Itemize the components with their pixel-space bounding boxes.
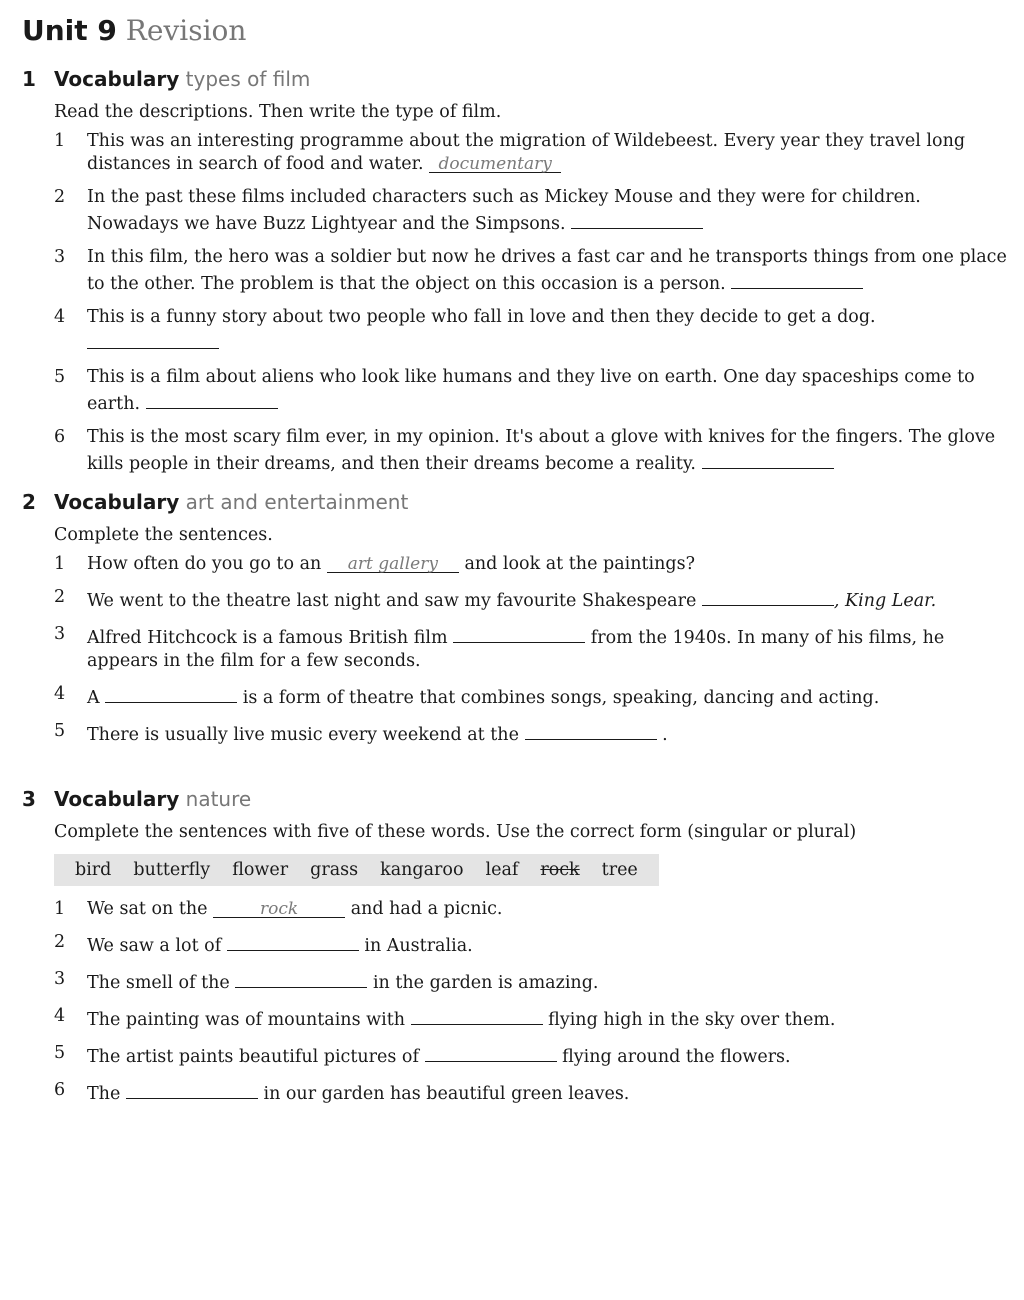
section-heading: [22, 64, 1012, 94]
answer-blank[interactable]: [235, 968, 367, 988]
question-number: 1: [54, 554, 66, 574]
question-item: [54, 1079, 1012, 1106]
question-item: [54, 683, 1012, 710]
question-item: [54, 968, 1012, 995]
section-instruction: Read the descriptions. Then write the type of film.: [54, 102, 502, 122]
section-heading: [22, 784, 1012, 814]
question-number: 2: [54, 587, 66, 607]
question-item: [54, 306, 1012, 356]
question-item: [54, 426, 1012, 476]
answer-text: art gallery: [347, 554, 438, 574]
question-number: 3: [54, 969, 66, 989]
question-list: [54, 898, 1012, 1106]
question-text-before: We saw a lot of: [87, 936, 222, 956]
question-item: [54, 898, 1012, 921]
word-bank-item: leaf: [485, 860, 519, 880]
question-text-before: The artist paints beautiful pictures of: [87, 1047, 419, 1067]
question-number: 5: [54, 1043, 66, 1063]
question-text-before: The smell of the: [87, 973, 230, 993]
section-instruction: Complete the sentences with five of these words. Use the correct form (singular or plural): [54, 822, 857, 842]
answer-blank[interactable]: [429, 153, 561, 173]
question-item: [54, 130, 1012, 176]
answer-blank[interactable]: [146, 389, 278, 409]
word-box: [54, 854, 659, 886]
answer-blank[interactable]: [126, 1079, 258, 1099]
question-number: 5: [54, 721, 66, 741]
question-item: [54, 623, 1012, 673]
question-text: In this film, the hero was a soldier but now he drives a fast car and he transports things from one place to the other. The problem is that the object on this occasion is a person.: [87, 247, 1007, 294]
section-keyword: Vocabulary: [54, 67, 180, 91]
question-text: This is a funny story about two people who fall in love and then they decide to get a dog.: [87, 307, 876, 327]
section-topic: art and entertainment: [185, 490, 409, 514]
word-bank-item: grass: [310, 860, 359, 880]
question-text-before: How often do you go to an: [87, 554, 322, 574]
question-text-before: The: [87, 1084, 121, 1104]
section-instruction: Complete the sentences.: [54, 525, 273, 545]
answer-blank[interactable]: [411, 1005, 543, 1025]
section-number: 3: [22, 787, 36, 811]
section-topic: types of film: [185, 67, 311, 91]
answer-blank[interactable]: [731, 269, 863, 289]
section-art-and-entertainment: [22, 487, 1012, 757]
question-text-after: and look at the paintings?: [464, 554, 695, 574]
question-text: This is the most scary film ever, in my opinion. It's about a glove with knives for the fingers. The glove kills people in their dreams, and then their dreams become a reality.: [87, 427, 996, 474]
section-topic: nature: [185, 787, 252, 811]
question-text-after: flying high in the sky over them.: [548, 1010, 836, 1030]
question-item: [54, 720, 1012, 747]
answer-blank[interactable]: [702, 449, 834, 469]
question-number: 3: [54, 247, 66, 267]
question-text-after: in the garden is amazing.: [372, 973, 599, 993]
question-item: [54, 366, 1012, 416]
question-text-after: and had a picnic.: [350, 899, 503, 919]
answer-blank[interactable]: [87, 329, 219, 349]
question-item: [54, 186, 1012, 236]
word-bank-item: butterfly: [133, 860, 211, 880]
word-bank-item: bird: [75, 860, 112, 880]
question-number: 1: [54, 131, 66, 151]
page-title: [22, 14, 246, 47]
answer-blank[interactable]: [702, 586, 834, 606]
question-text: In the past these films included characters such as Mickey Mouse and they were for children. Nowadays we have Buzz Lightyear and the Simpsons.: [87, 187, 921, 234]
answer-blank[interactable]: [453, 623, 585, 643]
question-text-after: in our garden has beautiful green leaves.: [263, 1084, 630, 1104]
question-text: This is a film about aliens who look like humans and they live on earth. One day spaceships come to earth.: [87, 367, 975, 414]
answer-blank[interactable]: [525, 720, 657, 740]
question-text-after: in Australia.: [364, 936, 473, 956]
answer-blank[interactable]: [327, 553, 459, 573]
question-text-before: A: [87, 688, 100, 708]
question-number: 4: [54, 684, 66, 704]
word-bank-item: flower: [232, 860, 289, 880]
word-bank-item: tree: [601, 860, 638, 880]
question-number: 6: [54, 1080, 66, 1100]
question-text-before: The painting was of mountains with: [87, 1010, 405, 1030]
question-text-after: .: [662, 725, 668, 745]
question-list: [54, 130, 1012, 476]
question-item: [54, 1005, 1012, 1032]
section-types-of-film: [22, 64, 1012, 486]
question-number: 4: [54, 307, 66, 327]
section-keyword: Vocabulary: [54, 490, 180, 514]
answer-blank[interactable]: [105, 683, 237, 703]
question-number: 4: [54, 1006, 66, 1026]
question-text-after: is a form of theatre that combines songs, speaking, dancing and acting.: [242, 688, 880, 708]
answer-blank[interactable]: [213, 898, 345, 918]
question-text-before: We went to the theatre last night and saw my favourite Shakespeare: [87, 591, 697, 611]
revision-label: Revision: [125, 14, 247, 47]
answer-text: documentary: [438, 154, 552, 174]
question-list: [54, 553, 1012, 747]
answer-blank[interactable]: [227, 931, 359, 951]
section-heading: [22, 487, 1012, 517]
unit-label: Unit 9: [22, 14, 117, 47]
question-item: [54, 553, 1012, 576]
question-text-before: There is usually live music every weekend at the: [87, 725, 519, 745]
question-number: 1: [54, 899, 66, 919]
word-bank-item: kangaroo: [380, 860, 464, 880]
section-nature: [22, 784, 1012, 1116]
question-number: 6: [54, 427, 66, 447]
question-number: 3: [54, 624, 66, 644]
question-number: 2: [54, 187, 66, 207]
question-text-before: Alfred Hitchcock is a famous British film: [87, 628, 448, 648]
question-text-after: from the 1940s. In many of his films, he appears in the film for a few seconds.: [87, 628, 945, 671]
question-number: 5: [54, 367, 66, 387]
question-text-after: flying around the flowers.: [562, 1047, 791, 1067]
question-item: [54, 246, 1012, 296]
question-number: 2: [54, 932, 66, 952]
section-keyword: Vocabulary: [54, 787, 180, 811]
question-item: [54, 931, 1012, 958]
question-text: This was an interesting programme about the migration of Wildebeest. Every year they travel long distances in search of food and water.: [87, 131, 966, 174]
answer-blank[interactable]: [571, 209, 703, 229]
section-number: 1: [22, 67, 36, 91]
question-text-before: We sat on the: [87, 899, 208, 919]
answer-blank[interactable]: [425, 1042, 557, 1062]
question-text-after: , King Lear.: [833, 591, 937, 611]
question-item: [54, 1042, 1012, 1069]
section-number: 2: [22, 490, 36, 514]
question-item: [54, 586, 1012, 613]
word-bank-item-crossed-out: rock: [540, 860, 580, 880]
answer-text: rock: [260, 899, 299, 919]
